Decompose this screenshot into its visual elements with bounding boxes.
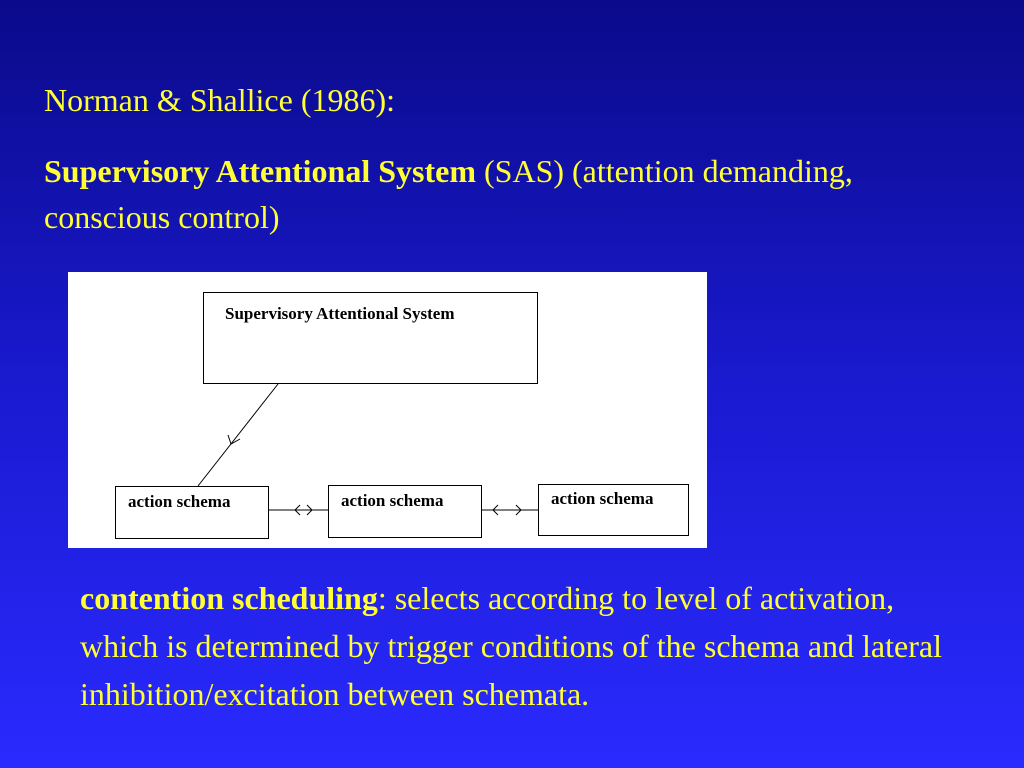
sas-diagram <box>68 272 707 548</box>
schema-3-label: action schema <box>551 489 654 508</box>
contention-description-rest: : selects according to level of activation, which is determined by trigger conditions of the schema and lateral inhibition/excitation between schemata. <box>80 580 942 712</box>
contention-term: contention scheduling <box>80 580 378 616</box>
sas-box-label: Supervisory Attentional System <box>225 304 455 323</box>
citation-heading: Norman & Shallice (1986): <box>44 82 396 118</box>
sas-description-rest: (SAS) (attention demanding, conscious control) <box>44 153 853 235</box>
sas-term: Supervisory Attentional System <box>44 153 476 189</box>
schema-1-label: action schema <box>128 492 231 511</box>
schema-2-label: action schema <box>341 491 444 510</box>
sas-description <box>44 148 944 240</box>
contention-description <box>80 574 980 718</box>
sas-to-schema-line <box>198 384 278 486</box>
